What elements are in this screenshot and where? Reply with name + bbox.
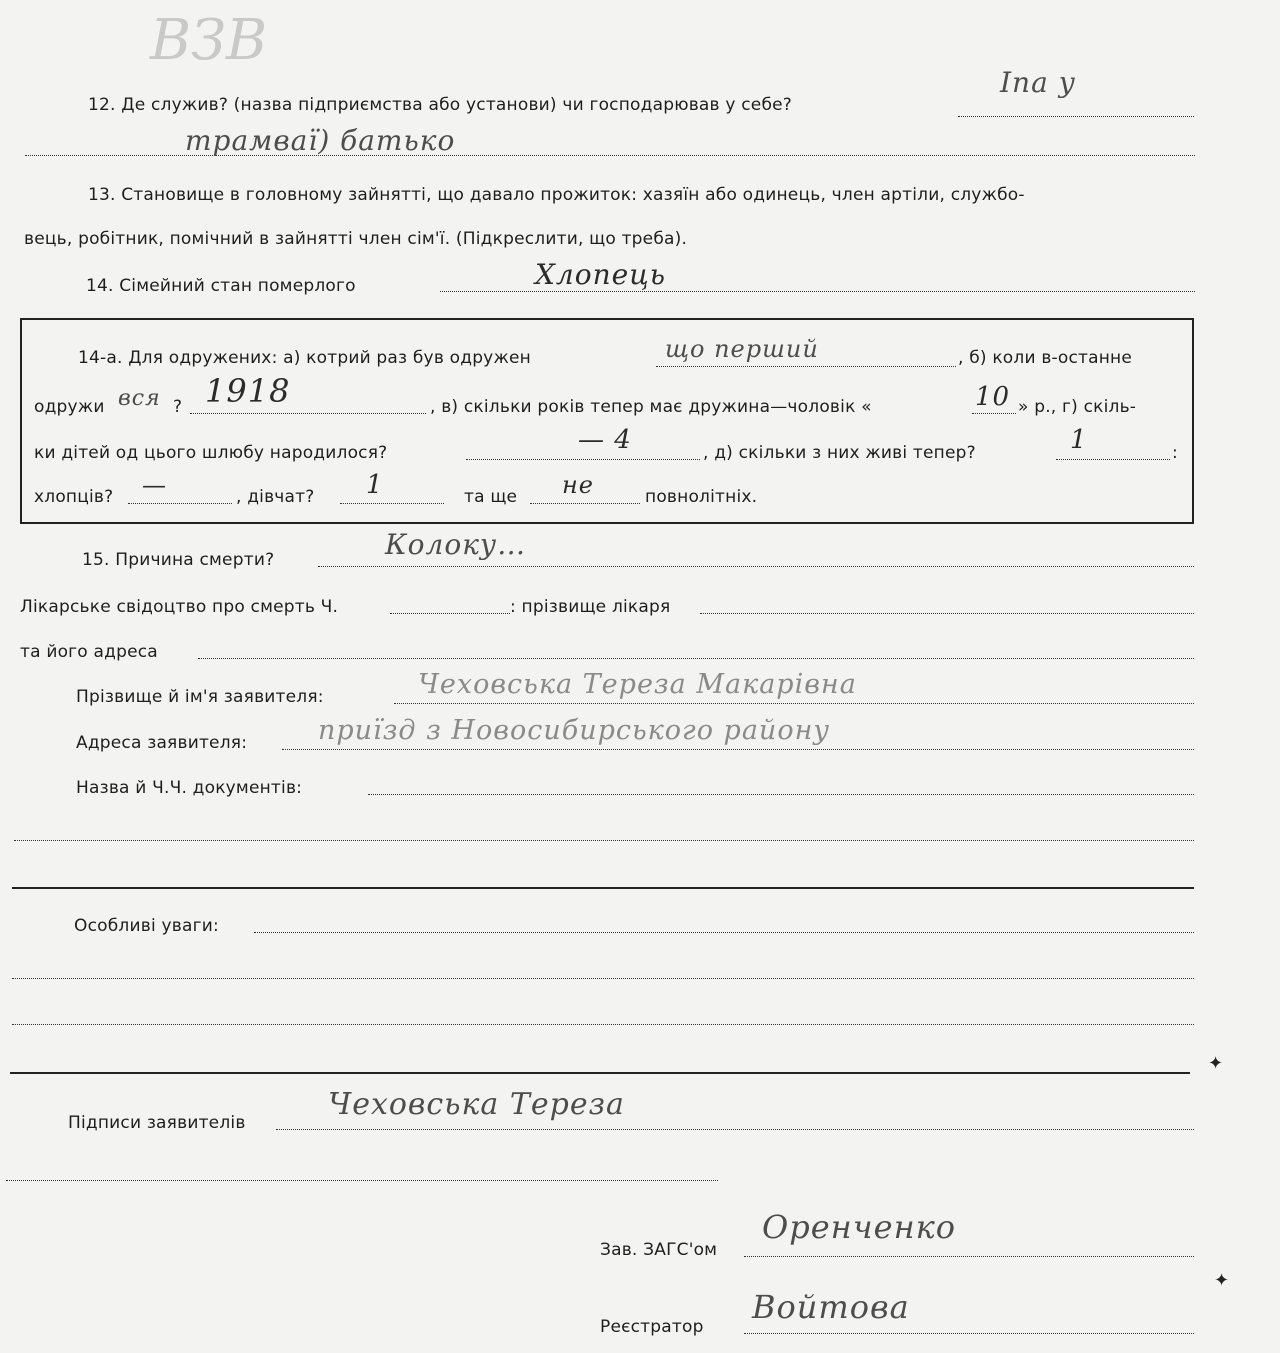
documents-line — [368, 794, 1194, 795]
q14a-line-g — [466, 459, 700, 460]
q14-line — [440, 291, 1195, 292]
q14-answer: Хлопець — [535, 258, 667, 291]
boys-line — [128, 503, 232, 504]
q15-answer: Колоку… — [385, 528, 527, 561]
signatures-line-2 — [6, 1180, 718, 1181]
section-divider-1 — [12, 887, 1194, 889]
notes-line-3 — [12, 1024, 1194, 1025]
doctor-line — [700, 613, 1194, 614]
medical-label: Лікарське свідоцтво про смерть Ч. — [20, 597, 339, 617]
applicant-address-answer: приїзд з Новосибирського району — [318, 715, 831, 746]
signatures-answer: Чеховська Тереза — [328, 1087, 625, 1122]
applicant-name-answer: Чеховська Тереза Макарівна — [418, 669, 857, 700]
girls-answer: 1 — [366, 470, 384, 500]
applicant-address-label: Адреса заявителя: — [76, 733, 248, 753]
ring-mark-2: ✦ — [1214, 1270, 1230, 1291]
medical-number-line — [390, 613, 510, 614]
signatures-line — [276, 1129, 1194, 1130]
applicant-name-label: Прізвище й ім'я заявителя: — [76, 687, 324, 707]
address-label: та його адреса — [20, 642, 158, 662]
q14a-line-v — [972, 413, 1016, 414]
registrar-signature: Войтова — [752, 1288, 910, 1326]
signatures-label: Підписи заявителів — [68, 1113, 246, 1133]
q14a-part-b: , б) коли в-останне — [958, 348, 1133, 368]
q13-line1: 13. Становище в головному зайнятті, що давало прожиток: хазяїн або одинець, член артіли, службо- — [88, 185, 1025, 205]
ring-mark-1: ✦ — [1208, 1053, 1224, 1074]
doctor-label: : прізвище лікаря — [510, 597, 671, 617]
documents-label: Назва й Ч.Ч. документів: — [76, 778, 303, 798]
q14a-line-d — [1056, 459, 1170, 460]
q14a-answer-d: 1 — [1070, 425, 1088, 455]
q12-line — [958, 116, 1194, 117]
adult-line — [530, 503, 640, 504]
q14a-line-b — [190, 413, 426, 414]
girls-line — [340, 503, 444, 504]
address-line — [198, 658, 1194, 659]
documents-line-2 — [14, 840, 1194, 841]
q14a-answer-b-suffix: вся — [118, 386, 161, 411]
applicant-name-line — [394, 703, 1194, 704]
adult-label: та ще — [464, 487, 518, 507]
zags-head-signature: Оренченко — [762, 1208, 957, 1246]
boys-label: хлопців? — [34, 487, 114, 507]
q14a-part-d2: : — [1172, 443, 1178, 463]
q14a-answer-v: 10 — [975, 382, 1011, 412]
adult-suffix: повнолітніх. — [645, 487, 758, 507]
applicant-address-line — [282, 749, 1194, 750]
q14a-answer-a: що перший — [665, 335, 819, 363]
q12-answer-1: Іпа у — [1000, 66, 1076, 99]
q14a-part-d: , д) скільки з них живі тепер? — [703, 443, 976, 463]
q13-line2: вець, робітник, помічний в зайнятті член сім'ї. (Підкреслити, що треба). — [24, 229, 688, 249]
q12-answer-2: трамваї) батько — [185, 124, 456, 157]
registrar-line — [744, 1333, 1194, 1334]
girls-label: , дівчат? — [236, 487, 315, 507]
zags-head-line — [744, 1256, 1194, 1257]
adult-answer: не — [562, 471, 595, 499]
q14a-part-b2: одружи — [34, 397, 105, 417]
boys-answer: — — [142, 471, 167, 499]
q14-label: 14. Сімейний стан померлого — [86, 276, 356, 296]
section-divider-2 — [10, 1072, 1190, 1074]
q14a-part-v: , в) скільки років тепер має дружина—чоловік « — [430, 397, 872, 417]
notes-line-1 — [254, 932, 1194, 933]
q14a-part-b3: ? — [173, 397, 183, 417]
q14a-answer-b: 1918 — [205, 372, 291, 410]
registrar-label: Реєстратор — [600, 1317, 704, 1337]
stamp-mark: ВЗВ — [150, 8, 268, 73]
q14a-part-v2: » р., г) скіль- — [1018, 397, 1137, 417]
q14a-part-g: ки дітей од цього шлюбу народилося? — [34, 443, 388, 463]
q12-label: 12. Де служив? (назва підприємства або установи) чи господарював у себе? — [88, 95, 793, 115]
q15-line — [318, 566, 1194, 567]
q15-label: 15. Причина смерти? — [82, 550, 275, 570]
zags-head-label: Зав. ЗАГС'ом — [600, 1240, 718, 1260]
notes-label: Особливі уваги: — [74, 916, 219, 936]
notes-line-2 — [12, 978, 1194, 979]
q14a-answer-g: — 4 — [578, 425, 632, 455]
q14a-part-a: 14-а. Для одружених: а) котрий раз був одружен — [78, 348, 531, 368]
q14a-line-a — [656, 366, 956, 367]
